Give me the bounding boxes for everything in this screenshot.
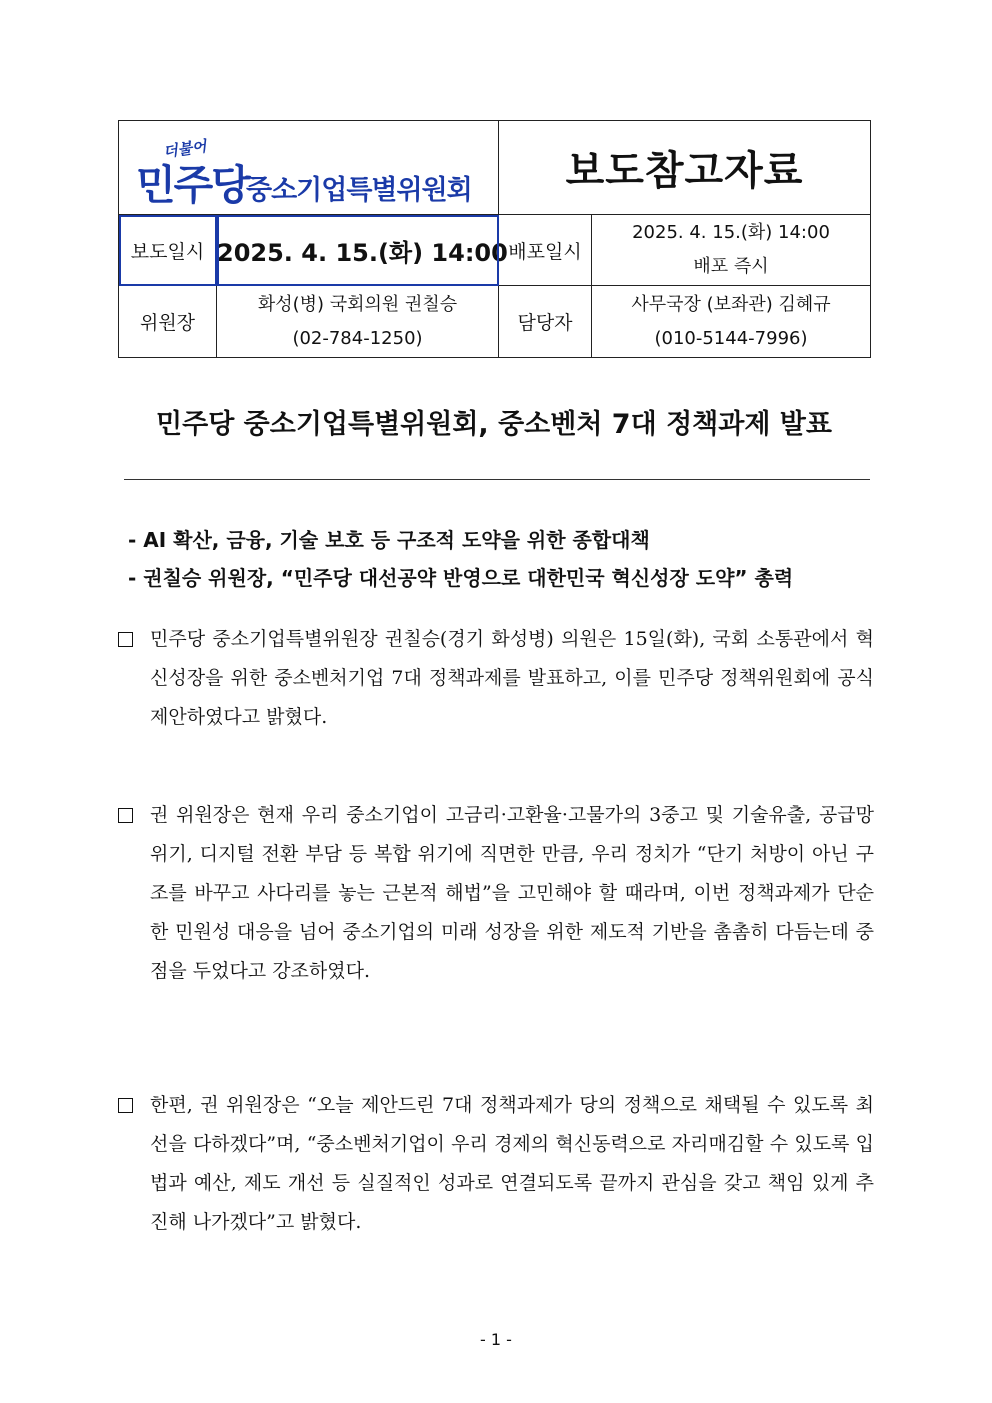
paragraph-2-text: 권 위원장은 현재 우리 중소기업이 고금리·고환율·고물가의 3중고 및 기술유출, 공급망 위기, 디지털 전환 부담 등 복합 위기에 직면한 만큼, 우리 정치가 “단기 처방이 아닌 구조를 바꾸고 사다리를 놓는 근본적 해법”을 고민해야 할 때라며, 이번 정책과제가 단순한 민원성 대응을 넘어 중소기업의 미래 성장을 위한 제도적 기반을 촘촘히 다듬는데 중점을 두었다고 강조하였다. [150,804,874,982]
headline: 민주당 중소기업특별위원회, 중소벤처 7대 정책과제 발표 [156,409,832,440]
subhead-2: - 권칠승 위원장, “민주당 대선공약 반영으로 대한민국 혁신성장 도약” 총력 [128,566,794,590]
chair-label-cell [119,286,217,358]
checkbox-bullet-icon [118,632,133,647]
logo-small-text: 더불어 [162,136,208,161]
contact-label-cell [499,286,592,358]
subhead-1: - AI 확산, 금융, 기술 보호 등 구조적 도약을 위한 종합대책 [128,528,650,552]
chair-label: 위원장 [139,312,196,334]
contact-label: 담당자 [517,312,573,334]
paragraph-3-text: 한편, 권 위원장은 “오늘 제안드린 7대 정책과제가 당의 정책으로 채택될 수 있도록 최선을 다하겠다”며, “중소벤처기업이 우리 경제의 혁신동력으로 자리매김할 수 있도록 입법과 예산, 제도 개선 등 실질적인 성과로 연결되도록 끝까지 관심을 갖고 책임 있게 추진해 나가겠다”고 밝혔다. [150,1094,874,1233]
release-value-cell [217,215,508,286]
release-label: 보도일시 [130,240,205,263]
checkbox-bullet-icon [118,1098,133,1113]
paragraph-1-text: 민주당 중소기업특별위원장 권칠승(경기 화성병) 의원은 15일(화), 국회 소통관에서 혁신성장을 위한 중소벤처기업 7대 정책과제를 발표하고, 이를 민주당 정책위원회에 공식 제안하였다고 밝혔다. [150,628,874,728]
logo-cell [119,121,499,215]
header-table [118,120,871,358]
distribution-note: 배포 즉시 [693,256,769,277]
headline-divider [124,479,870,480]
contact-phone: (010-5144-7996) [654,327,808,349]
paragraph-3 [118,1086,874,1242]
distribution-value-cell [592,215,871,286]
release-date: 2025. 4. 15.(화) 14:00 [217,238,508,267]
chair-value-cell [217,286,499,358]
doc-type-cell [499,121,871,215]
paragraph-1 [118,620,874,737]
chair-phone: (02-784-1250) [292,327,423,349]
contact-name: 사무국장 (보좌관) 김혜규 [631,293,831,315]
page-number: - 1 - [480,1330,512,1349]
party-logo [119,122,498,214]
contact-value-cell [592,286,871,358]
chair-name: 화성(병) 국회의원 권칠승 [257,293,458,315]
paragraph-2 [118,796,874,991]
logo-main-text: 민주당 [136,160,249,209]
distribution-label-cell [499,215,592,286]
doc-type-title: 보도참고자료 [565,148,804,194]
logo-committee-text: 중소기업특별위원회 [246,174,472,206]
distribution-date: 2025. 4. 15.(화) 14:00 [632,222,830,243]
distribution-label: 배포일시 [508,240,582,263]
checkbox-bullet-icon [118,808,133,823]
release-label-cell [119,215,217,286]
